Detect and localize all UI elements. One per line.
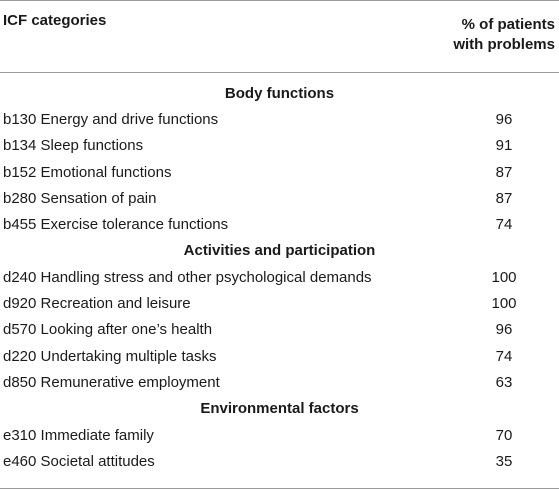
row-value: 100	[491, 295, 517, 313]
header-rule	[0, 72, 559, 73]
bottom-rule	[0, 488, 559, 489]
row-label: b134 Sleep functions	[3, 137, 144, 155]
row-label: d570 Looking after one’s health	[3, 321, 213, 339]
row-value: 100	[491, 268, 517, 286]
column-header-percent	[453, 12, 555, 58]
table-row	[0, 159, 559, 185]
row-value: 96	[495, 110, 513, 128]
row-value: 91	[495, 137, 513, 155]
top-rule	[0, 0, 559, 1]
row-label: b280 Sensation of pain	[3, 189, 157, 207]
table-row	[0, 290, 559, 316]
row-value: 87	[495, 163, 513, 181]
table-row	[0, 106, 559, 132]
column-header-percent-line1: % of patients	[461, 16, 555, 33]
row-value: 63	[495, 373, 513, 391]
table-row	[0, 448, 559, 474]
row-value: 35	[495, 452, 513, 470]
row-value: 74	[495, 216, 513, 234]
row-value: 87	[495, 189, 513, 207]
table-row	[0, 211, 559, 237]
row-value: 70	[495, 426, 513, 444]
row-label: b130 Energy and drive functions	[3, 110, 219, 128]
table-row	[0, 369, 559, 395]
table-row	[0, 264, 559, 290]
row-label: b152 Emotional functions	[3, 163, 172, 181]
column-header-categories: ICF categories	[3, 12, 107, 29]
table-row	[0, 185, 559, 211]
table-row	[0, 422, 559, 448]
table-row	[0, 133, 559, 159]
row-label: e460 Societal attitudes	[3, 452, 155, 470]
row-label: d850 Remunerative employment	[3, 373, 220, 391]
row-value: 74	[495, 347, 513, 365]
section-heading-environmental-factors: Environmental factors	[200, 400, 359, 418]
row-value: 96	[495, 321, 513, 339]
table-row	[0, 317, 559, 343]
column-header-percent-line2: with problems	[453, 36, 555, 53]
row-label: d220 Undertaking multiple tasks	[3, 347, 217, 365]
table-body	[0, 80, 559, 474]
row-label: e310 Immediate family	[3, 426, 154, 444]
row-label: d240 Handling stress and other psychological demands	[3, 268, 372, 286]
row-label: d920 Recreation and leisure	[3, 295, 191, 313]
row-label: b455 Exercise tolerance functions	[3, 216, 229, 234]
section-heading-activities-participation: Activities and participation	[183, 242, 376, 260]
table-row	[0, 343, 559, 369]
section-heading-body-functions: Body functions	[224, 84, 335, 102]
